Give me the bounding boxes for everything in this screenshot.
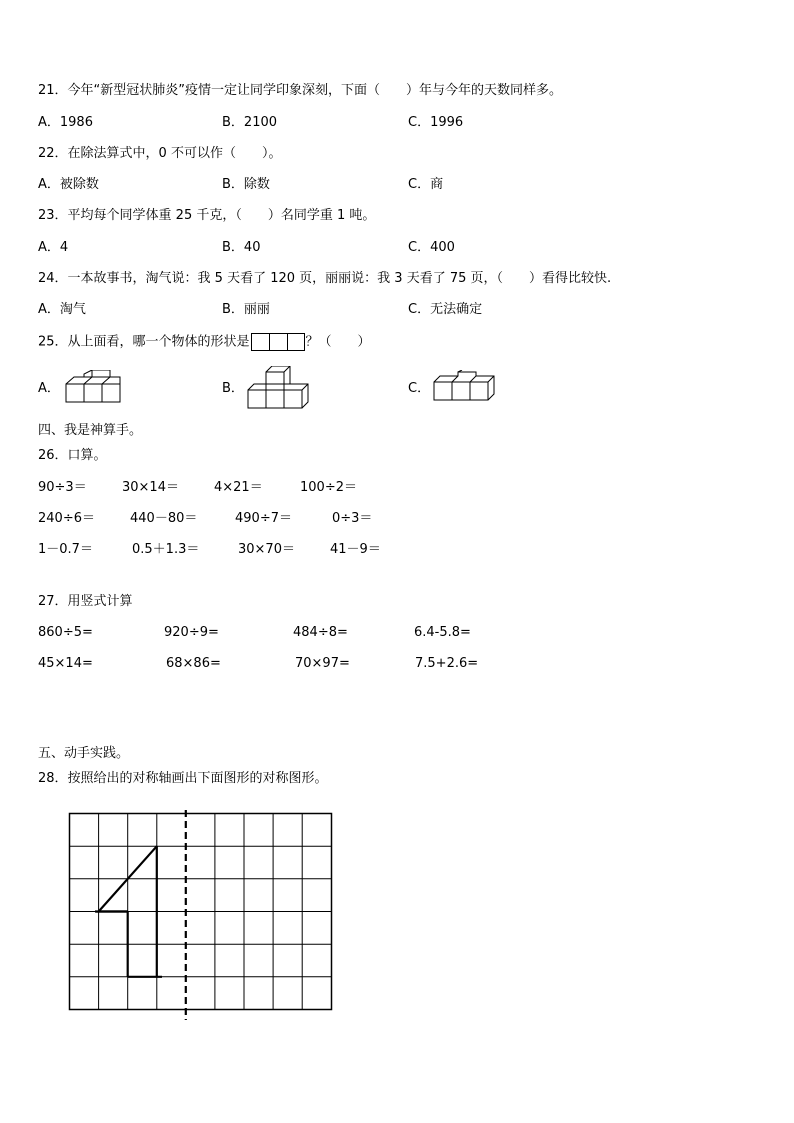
q26-item: 1－0.7＝ (38, 542, 93, 557)
q26-item: 30×70＝ (238, 542, 295, 557)
section-5-title: 五、动手实践。 (38, 746, 130, 761)
q26-item: 4×21＝ (214, 480, 263, 495)
symmetry-grid[interactable] (66, 810, 336, 1022)
q26-item: 30×14＝ (122, 480, 179, 495)
q22-option-c[interactable]: C．商 (408, 177, 444, 192)
cube-figure-a[interactable] (62, 370, 124, 404)
q26-item: 0.5＋1.3＝ (132, 542, 200, 557)
q27-item: 6.4-5.8= (414, 625, 471, 640)
q26-item: 490÷7＝ (235, 511, 292, 526)
q23-option-c[interactable]: C．400 (408, 240, 455, 255)
q23-option-a[interactable]: A．4 (38, 240, 69, 255)
q27-item: 484÷8= (293, 625, 348, 640)
cube-figure-c[interactable] (432, 370, 496, 404)
q25-text (38, 333, 371, 351)
q26-title: 26．口算。 (38, 448, 107, 463)
q24-option-a[interactable]: A．淘气 (38, 302, 86, 317)
q25-text-before: 25．从上面看，哪一个物体的形状是 (38, 334, 250, 350)
q26-item: 41－9＝ (330, 542, 381, 557)
q25-option-a[interactable]: A． (38, 381, 60, 396)
q24-text: 24．一本故事书，淘气说：我 5 天看了 120 页，丽丽说：我 3 天看了 75 页，（ ）看得比较快. (38, 271, 612, 286)
q25-option-c[interactable]: C． (408, 381, 431, 396)
q21-option-a[interactable]: A．1986 (38, 115, 93, 130)
q27-item: 70×97= (295, 656, 350, 671)
q26-item: 100÷2＝ (300, 480, 357, 495)
q27-item: 7.5+2.6= (415, 656, 479, 671)
q25-text-after: ？（ ） (305, 334, 371, 350)
q26-item: 240÷6＝ (38, 511, 95, 526)
q22-option-a[interactable]: A．被除数 (38, 177, 99, 192)
q27-item: 860÷5= (38, 625, 93, 640)
q21-option-b[interactable]: B．2100 (222, 115, 278, 130)
q28-text: 28．按照给出的对称轴画出下面图形的对称图形。 (38, 771, 328, 786)
q21-option-c[interactable]: C．1996 (408, 115, 464, 130)
q23-text: 23．平均每个同学体重 25 千克，（ ）名同学重 1 吨。 (38, 208, 376, 223)
q22-text: 22．在除法算式中，0 不可以作（ ）。 (38, 146, 282, 161)
q26-item: 0÷3＝ (332, 511, 373, 526)
q26-item: 440－80＝ (130, 511, 198, 526)
q21-text: 21．今年“新型冠状肺炎”疫情一定让同学印象深刻，下面（ ）年与今年的天数同样多。 (38, 83, 563, 98)
top-view-shape (251, 333, 305, 351)
q26-item: 90÷3＝ (38, 480, 87, 495)
q25-option-b[interactable]: B． (222, 381, 244, 396)
q22-option-b[interactable]: B．除数 (222, 177, 270, 192)
q23-option-b[interactable]: B．40 (222, 240, 261, 255)
q27-title: 27．用竖式计算 (38, 594, 133, 609)
q27-item: 45×14= (38, 656, 93, 671)
section-4-title: 四、我是神算手。 (38, 423, 143, 438)
q24-option-c[interactable]: C．无法确定 (408, 302, 483, 317)
q27-item: 68×86= (166, 656, 221, 671)
q24-option-b[interactable]: B．丽丽 (222, 302, 270, 317)
cube-figure-b[interactable] (246, 366, 310, 410)
q27-item: 920÷9= (164, 625, 219, 640)
